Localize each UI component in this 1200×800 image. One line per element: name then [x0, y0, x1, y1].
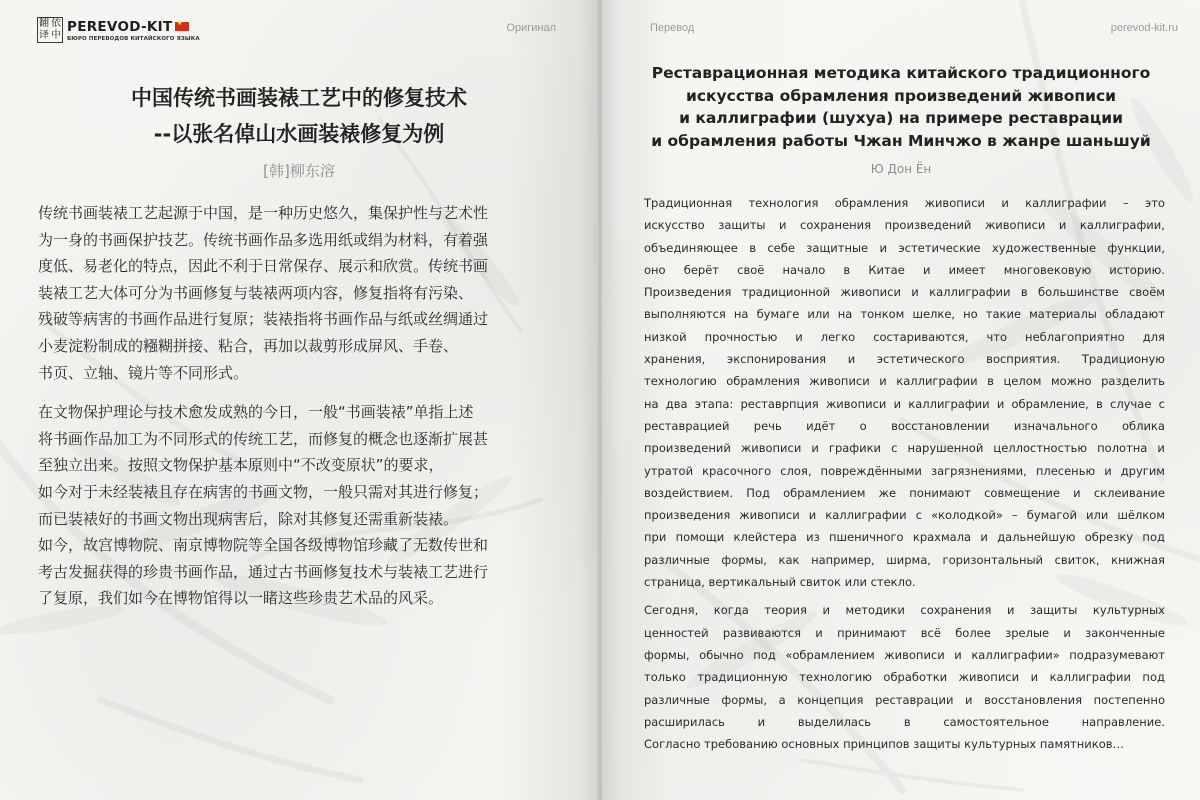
text-line: расширилась и выделилась в самостоятельное направление. [644, 714, 1165, 729]
original-title-line: 中国传统书画装裱工艺中的修复技术 [131, 86, 467, 110]
text-line: 为一身的书画保护技艺。传统书画作品多选用纸或绢为材料，有着强 [38, 230, 489, 249]
translation-title-line: искусства обрамления произведений живописи [685, 86, 1117, 105]
text-line: 在文物保护理论与技术愈发成熟的今日，一般“书画装裱”单指上述 [38, 403, 474, 422]
text-line: формы, обычно под «обрамлением живописи и каллиграфии» подразумевают [644, 647, 1165, 662]
text-line: 至独立出来。按照文物保护基本原则中“不改变原状”的要求， [38, 456, 444, 475]
text-line: 将书画作品加工为不同形式的传统工艺，而修复的概念也逐渐扩展甚 [38, 429, 489, 448]
original-paragraph [38, 399, 563, 612]
text-line: 如今对于未经装裱且存在病害的书画文物，一般只需对其进行修复； [38, 482, 489, 501]
translation-title-line: и каллиграфии (шухуа) на примере реставрации [679, 109, 1123, 127]
text-line: оно берёт своё начало в Китае и имеет многовековую историю. [644, 262, 1165, 277]
text-line: 如今，故宫博物院、南京博物院等全国各级博物馆珍藏了无数传世和 [38, 536, 489, 555]
text-line: выполняются на бумаге или на тонком шелке, но такие материалы обладают [644, 307, 1165, 322]
brand-logo[interactable] [37, 17, 200, 43]
text-line: ценностей развиваются и принимают всё более зрелые и законченные [644, 625, 1165, 640]
text-line: технологию обрамления живописи и каллиграфии в целом можно разделить [644, 374, 1165, 389]
text-line: при помощи клейстера из пшеничного крахмала и дальнейшую обрезку под [644, 530, 1165, 545]
translation-page [602, 0, 1200, 800]
translation-title-line: и обрамления работы Чжан Минчжо в жанре шаньшуй [651, 131, 1151, 150]
text-line: 书页、立轴、镜片等不同形式。 [38, 363, 249, 382]
seal-char: 中 [51, 30, 61, 41]
text-line: Произведения традиционной живописи и каллиграфии в большинстве своём [644, 285, 1165, 300]
text-line: произведения живописи и каллиграфии с «колодкой» – бумагой или шёлком [644, 508, 1165, 523]
translation-paragraph [644, 192, 1165, 593]
original-title [0, 80, 598, 152]
brand-name: PEREVOD-KIT [67, 18, 173, 35]
brand-tagline: БЮРО ПЕРЕВОДОВ КИТАЙСКОГО ЯЗЫКА [67, 35, 200, 42]
text-line: утратой красочного слоя, повреждёнными загрязнениями, плесенью и другим [644, 463, 1165, 478]
text-line: Сегодня, когда теория и методики сохранения и защиты культурных [644, 603, 1165, 618]
text-line: 残破等病害的书画作品进行复原；装裱指将书画作品与纸或丝绸通过 [38, 310, 489, 329]
text-line: произведений живописи и графики с нарушенной целлостностью полотна и [644, 441, 1165, 456]
text-line: Традиционная технология обрамления живописи и каллиграфии – это [644, 196, 1165, 210]
text-line: различные формы, а концепция реставрации и восстановления постепенно [644, 692, 1165, 707]
original-page [0, 0, 598, 800]
translation-paragraph [644, 599, 1165, 755]
text-line: реставрацией речь идёт о восстановлении изначального облика [644, 418, 1165, 433]
text-line: хранения, экспонирования и эстетического восприятия. Традиционую [644, 352, 1165, 367]
text-line: Согласно требованию основных принципов защиты культурных памятников… [644, 737, 1125, 752]
text-line: 考古发掘获得的珍贵书画作品，通过古书画修复技术与装裱工艺进行 [38, 562, 489, 581]
text-line: 装裱工艺大体可分为书画修复与装裱两项内容，修复指将有污染、 [38, 283, 474, 302]
text-line: различные формы, как например, ширма, горизонтальный свиток, книжная [644, 552, 1165, 567]
original-label: Оригинал [506, 22, 556, 34]
text-line: страница, вертикальный свиток или стекло. [644, 575, 916, 590]
original-paragraph [38, 200, 563, 386]
text-line: 度低、易老化的特点，因此不利于日常保存、展示和欣赏。传统书画 [38, 257, 489, 276]
seal-char: 译 [39, 30, 49, 41]
text-line: искусство защиты и сохранения произведений живописи и каллиграфии, [644, 218, 1165, 233]
text-line: только традиционную технологию обработки живописи и каллиграфии под [644, 670, 1165, 685]
text-line: 了复原，我们如今在博物馆得以一睹这些珍贵艺术品的风采。 [38, 589, 444, 608]
original-body [38, 200, 563, 612]
translation-label: Перевод [650, 22, 695, 34]
text-line: воздействием. Под обрамлением же понимают совмещение и склеивание [644, 485, 1165, 500]
translation-title [602, 62, 1200, 152]
site-link[interactable]: perevod-kit.ru [1110, 22, 1178, 34]
seal-char: 翻 [39, 18, 49, 29]
seal-char: 依 [51, 18, 61, 29]
translation-author: Ю Дон Ён [870, 162, 932, 176]
text-line: на два этапа: реставрпция живописи и каллиграфии и обрамление, в случае с [644, 396, 1165, 411]
text-line: 小麦淀粉制成的糨糊拼接、粘合，再加以裁剪形成屏风、手卷、 [38, 336, 459, 355]
text-line: 而已装裱好的书画文物出现病害后，除对其修复还需重新装裱。 [38, 509, 459, 528]
china-flag-icon [175, 22, 189, 31]
original-title-line: --以张名倬山水画装裱修复为例 [153, 122, 445, 146]
original-author: [韩]柳东溶 [263, 162, 335, 180]
seal-icon [37, 17, 63, 43]
text-line: объединяющее в себе защитные и эстетические художественные функции, [644, 240, 1165, 255]
translation-title-line: Реставрационная методика китайского традиционного [651, 64, 1151, 82]
translation-body [644, 192, 1165, 755]
text-line: низкой прочностью и легко состариваются, что неблагоприятно для [644, 329, 1165, 344]
text-line: 传统书画装裱工艺起源于中国，是一种历史悠久，集保护性与艺术性 [38, 204, 489, 222]
